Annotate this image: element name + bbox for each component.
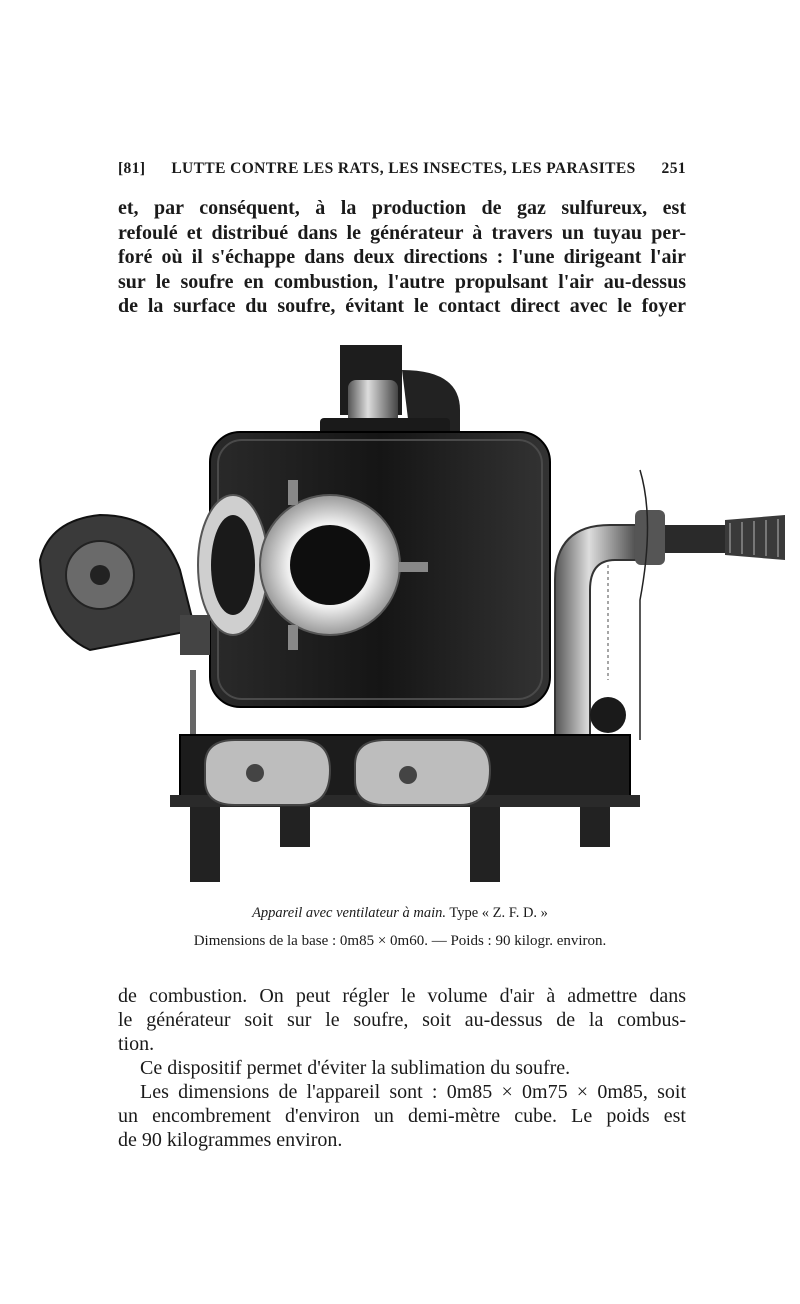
section-number: [81] bbox=[118, 160, 146, 177]
text-line: de la surface du soufre, évitant le contact direct avec le foyer bbox=[118, 295, 686, 317]
paragraph-top bbox=[118, 196, 686, 319]
text-line: et, par conséquent, à la production de gaz sulfureux, est bbox=[118, 197, 686, 219]
text-line: tion. bbox=[118, 1033, 155, 1055]
text-line: le générateur soit sur le soufre, soit au-dessus de la combus- bbox=[118, 1009, 686, 1031]
figure-caption bbox=[0, 905, 800, 922]
text-line: sur le soufre en combustion, l'autre propulsant l'air au-dessus bbox=[118, 270, 686, 293]
page-number: 251 bbox=[661, 160, 686, 177]
base-frame bbox=[170, 735, 640, 882]
text-line: Les dimensions de l'appareil sont : 0m85 × 0m75 × 0m85, soit bbox=[140, 1081, 686, 1103]
running-header bbox=[118, 160, 686, 178]
text-line: foré où il s'échappe dans deux directions : l'une dirigeant l'air bbox=[118, 246, 686, 268]
apparatus-illustration bbox=[30, 340, 790, 900]
caption-type: Type « Z. F. D. » bbox=[449, 905, 548, 921]
text-line: Ce dispositif permet d'éviter la sublimation du soufre. bbox=[140, 1057, 571, 1079]
paragraph-bottom bbox=[118, 984, 686, 1152]
text-line: refoulé et distribué dans le générateur à travers un tuyau per- bbox=[118, 221, 686, 244]
top-chimney bbox=[320, 345, 460, 442]
text-line: de combustion. On peut régler le volume d'air à admettre dans bbox=[118, 985, 686, 1007]
text-line: un encombrement d'environ un demi-mètre cube. Le poids est bbox=[118, 1105, 686, 1127]
open-door bbox=[198, 495, 268, 635]
text-line: de 90 kilogrammes environ. bbox=[118, 1129, 343, 1151]
caption-italic: Appareil avec ventilateur à main. bbox=[252, 905, 447, 921]
header-title: LUTTE CONTRE LES RATS, LES INSECTES, LES PARASITES bbox=[171, 160, 636, 177]
hand-fan bbox=[40, 515, 210, 740]
figure-dimensions: Dimensions de la base : 0m85 × 0m60. — Poids : 90 kilogr. environ. bbox=[193, 933, 607, 949]
outlet-pipe bbox=[555, 470, 785, 750]
